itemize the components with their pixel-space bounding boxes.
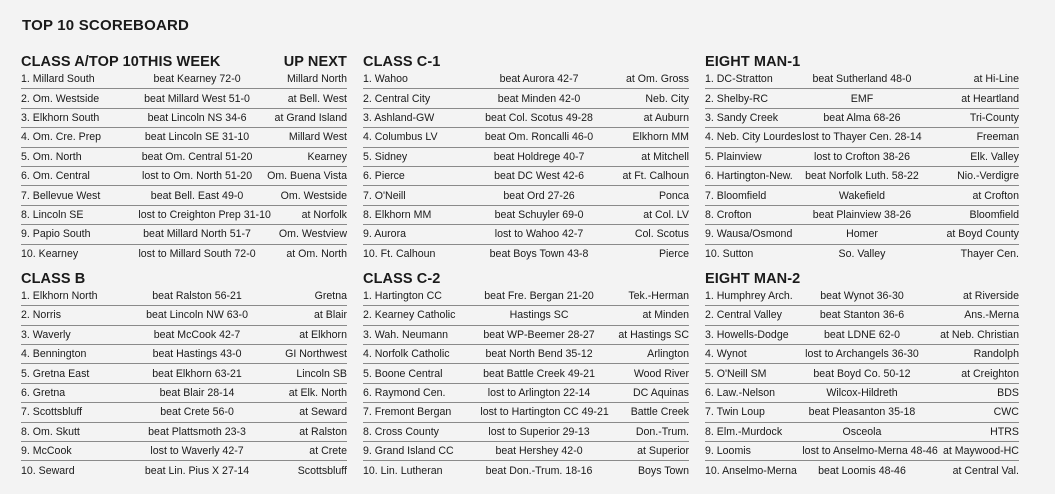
table-row (363, 245, 689, 263)
table-row (21, 128, 347, 147)
next-opponent: at Minden (642, 309, 689, 322)
next-opponent: at Auburn (643, 111, 689, 124)
next-opponent: at Neb. Christian (940, 328, 1019, 341)
team-name: 2. Central City (363, 92, 431, 105)
next-opponent: DC Aquinas (633, 387, 689, 400)
ranking-table-class-c2 (363, 287, 689, 480)
team-name: 9. McCook (21, 445, 72, 458)
table-row (705, 423, 1019, 442)
team-name: 9. Papio South (21, 228, 91, 241)
result-text: beat Blair 28-14 (159, 387, 235, 400)
table-row (21, 364, 347, 383)
table-row (363, 306, 689, 325)
team-name: 2. Kearney Catholic (363, 309, 456, 322)
table-row (705, 109, 1019, 128)
result-text: lost to Archangels 36-30 (805, 348, 919, 361)
table-row (705, 326, 1019, 345)
next-opponent: at Ralston (299, 425, 347, 438)
table-row (21, 306, 347, 325)
page-title: TOP 10 SCOREBOARD (22, 17, 190, 34)
next-opponent: Millard West (288, 131, 347, 144)
next-opponent: Lincoln SB (296, 367, 347, 380)
table-row (705, 384, 1019, 403)
next-opponent: at Om. North (286, 247, 347, 260)
result-text: Homer (846, 228, 878, 241)
section-title: EIGHT MAN-2 (705, 270, 801, 287)
table-row (363, 89, 689, 108)
ranking-table-eight-man-1 (705, 70, 1019, 263)
section-header-class-c2 (363, 268, 689, 287)
table-row (21, 287, 347, 306)
team-name: 3. Elkhorn South (21, 111, 100, 124)
table-row (21, 461, 347, 479)
team-name: 4. Columbus LV (363, 131, 438, 144)
next-opponent: Pierce (658, 247, 689, 260)
result-text: beat Norfolk Luth. 58-22 (805, 170, 919, 183)
table-row (21, 70, 347, 89)
result-text: beat Minden 42-0 (497, 92, 581, 105)
next-opponent: Arlington (647, 348, 689, 361)
next-opponent: Kearney (307, 150, 347, 163)
result-text: beat Millard North 51-7 (143, 228, 251, 241)
team-name: 2. Om. Westside (21, 92, 100, 105)
team-name: 3. Howells-Dodge (705, 328, 789, 341)
team-name: 4. Bennington (21, 348, 87, 361)
team-name: 8. Elm.-Murdock (705, 425, 783, 438)
table-row (705, 225, 1019, 244)
next-opponent: Nio.-Verdigre (957, 170, 1019, 183)
table-row (21, 148, 347, 167)
next-opponent: at Crofton (972, 189, 1019, 202)
team-name: 5. Plainview (705, 150, 762, 163)
table-row (705, 89, 1019, 108)
next-opponent: Om. Westside (280, 189, 347, 202)
next-opponent: Elkhorn MM (632, 131, 689, 144)
section-title: CLASS B (21, 270, 86, 287)
team-name: 5. Om. North (21, 150, 82, 163)
next-opponent: at Mitchell (641, 150, 689, 163)
next-opponent: Boys Town (637, 464, 689, 477)
next-opponent: at Ft. Calhoun (622, 170, 689, 183)
section-header-class-c1 (363, 51, 689, 70)
team-name: 8. Elkhorn MM (363, 208, 432, 221)
table-row (705, 245, 1019, 263)
result-text: beat Lincoln SE 31-10 (144, 131, 250, 144)
next-opponent: Gretna (314, 290, 347, 303)
next-opponent: Wood River (633, 367, 689, 380)
result-text: beat Don.-Trum. 18-16 (485, 464, 593, 477)
table-row (705, 403, 1019, 422)
result-text: beat Hershey 42-0 (495, 445, 583, 458)
result-text: beat Aurora 42-7 (499, 73, 579, 86)
team-name: 3. Waverly (21, 328, 71, 341)
table-row (363, 186, 689, 205)
result-text: beat Boys Town 43-8 (489, 247, 589, 260)
table-row (363, 423, 689, 442)
table-row (363, 70, 689, 89)
table-row (705, 364, 1019, 383)
next-opponent: HTRS (990, 425, 1019, 438)
team-name: 8. Om. Skutt (21, 425, 80, 438)
table-row (21, 167, 347, 186)
next-opponent: at Elkhorn (299, 328, 347, 341)
table-row (705, 128, 1019, 147)
team-name: 10. Ft. Calhoun (363, 247, 436, 260)
next-opponent: at Hastings SC (618, 328, 689, 341)
next-opponent: at Om. Gross (626, 73, 689, 86)
team-name: 7. Scottsbluff (21, 406, 83, 419)
next-opponent: at Seward (299, 406, 347, 419)
result-text: beat Om. Roncalli 46-0 (484, 131, 594, 144)
next-opponent: at Superior (637, 445, 689, 458)
result-text: Wilcox-Hildreth (826, 387, 898, 400)
result-text: beat Wynot 36-30 (820, 290, 904, 303)
team-name: 10. Anselmo-Merna (705, 464, 797, 477)
result-text: lost to Wahoo 42-7 (494, 228, 584, 241)
next-opponent: Tri-County (969, 111, 1019, 124)
next-opponent: Tek.-Herman (628, 290, 689, 303)
team-name: 8. Cross County (363, 425, 439, 438)
result-text: beat Hastings 43-0 (152, 348, 242, 361)
team-name: 7. Twin Loup (705, 406, 765, 419)
team-name: 5. Sidney (363, 150, 408, 163)
result-text: Wakefield (838, 189, 886, 202)
table-row (363, 384, 689, 403)
team-name: 2. Norris (21, 309, 62, 322)
table-row (363, 167, 689, 186)
team-name: 1. Hartington CC (363, 290, 442, 303)
result-text: lost to Anselmo-Merna 48-46 (802, 445, 938, 458)
next-opponent: CWC (993, 406, 1019, 419)
table-row (21, 326, 347, 345)
result-text: beat Plattsmoth 23-3 (148, 425, 246, 438)
team-name: 3. Sandy Creek (705, 111, 779, 124)
next-opponent: Thayer Cen. (960, 247, 1019, 260)
table-row (21, 245, 347, 263)
result-text: beat Schuyler 69-0 (494, 208, 584, 221)
table-row (21, 345, 347, 364)
result-text: lost to Thayer Cen. 28-14 (802, 131, 922, 144)
next-opponent: Ponca (658, 189, 689, 202)
next-opponent: at Riverside (963, 290, 1019, 303)
result-text: beat Bell. East 49-0 (150, 189, 244, 202)
next-opponent: Randolph (973, 348, 1019, 361)
section-title: CLASS C-1 (363, 54, 441, 70)
result-text: beat Pleasanton 35-18 (808, 406, 916, 419)
team-name: 1. Humphrey Arch. (705, 290, 793, 303)
team-name: 4. Neb. City Lourdes (705, 131, 802, 144)
next-opponent: Bloomfield (969, 208, 1019, 221)
section-title: EIGHT MAN-1 (705, 54, 801, 70)
next-opponent: at Bell. West (287, 92, 347, 105)
table-row (363, 287, 689, 306)
section-header-class-a (21, 51, 347, 70)
team-name: 1. Wahoo (363, 73, 408, 86)
team-name: 3. Wah. Neumann (363, 328, 448, 341)
table-row (363, 326, 689, 345)
result-text: lost to Hartington CC 49-21 (480, 406, 609, 419)
team-name: 7. Bloomfield (705, 189, 767, 202)
table-row (363, 109, 689, 128)
team-name: 10. Kearney (21, 247, 79, 260)
table-row (21, 109, 347, 128)
table-row (705, 461, 1019, 479)
next-opponent: at Grand Island (274, 111, 347, 124)
team-name: 6. Pierce (363, 170, 405, 183)
table-row (705, 442, 1019, 461)
table-row (705, 186, 1019, 205)
next-opponent: Don.-Trum. (635, 425, 689, 438)
team-name: 7. Bellevue West (21, 189, 101, 202)
team-name: 5. O'Neill SM (705, 367, 767, 380)
ranking-table-class-b (21, 287, 347, 480)
result-text: beat Plainview 38-26 (812, 208, 912, 221)
next-opponent: at Boyd County (946, 228, 1019, 241)
table-row (705, 306, 1019, 325)
result-text: beat Lincoln NW 63-0 (146, 309, 248, 322)
table-row (363, 148, 689, 167)
result-text: lost to Om. North 51-20 (141, 170, 253, 183)
team-name: 6. Law.-Nelson (705, 387, 776, 400)
team-name: 7. Fremont Bergan (363, 406, 452, 419)
result-text: beat Crete 56-0 (160, 406, 234, 419)
section-title: CLASS C-2 (363, 270, 441, 287)
team-name: 10. Seward (21, 464, 75, 477)
team-name: 10. Lin. Lutheran (363, 464, 443, 477)
team-name: 5. Boone Central (363, 367, 443, 380)
next-opponent: Neb. City (645, 92, 689, 105)
result-text: lost to Crofton 38-26 (813, 150, 910, 163)
next-opponent: at Blair (314, 309, 347, 322)
next-opponent: at Hi-Line (973, 73, 1019, 86)
team-name: 6. Raymond Cen. (363, 387, 446, 400)
team-name: 4. Norfolk Catholic (363, 348, 450, 361)
result-text: beat Boyd Co. 50-12 (813, 367, 911, 380)
next-opponent: at Crete (309, 445, 347, 458)
table-row (705, 345, 1019, 364)
team-name: 3. Ashland-GW (363, 111, 435, 124)
table-row (705, 206, 1019, 225)
next-opponent: at Heartland (961, 92, 1019, 105)
next-opponent: at Creighton (961, 367, 1019, 380)
table-row (705, 70, 1019, 89)
next-opponent: at Central Val. (952, 464, 1019, 477)
result-text: beat McCook 42-7 (153, 328, 241, 341)
result-text: lost to Millard South 72-0 (138, 247, 256, 260)
next-opponent: at Elk. North (288, 387, 347, 400)
team-name: 8. Crofton (705, 208, 752, 221)
result-text: beat Stanton 36-6 (819, 309, 905, 322)
next-opponent: at Col. LV (643, 208, 689, 221)
next-opponent: Elk. Valley (970, 150, 1019, 163)
result-text: Osceola (842, 425, 882, 438)
next-opponent: Om. Westview (278, 228, 347, 241)
result-text: beat DC West 42-6 (494, 170, 584, 183)
team-name: 9. Loomis (705, 445, 751, 458)
result-text: beat Om. Central 51-20 (141, 150, 253, 163)
result-text: beat Millard West 51-0 (144, 92, 250, 105)
result-text: lost to Superior 29-13 (488, 425, 590, 438)
table-row (363, 206, 689, 225)
result-text: Hastings SC (509, 309, 569, 322)
team-name: 9. Wausa/Osmond (705, 228, 793, 241)
result-text: beat Ord 27-26 (503, 189, 575, 202)
next-opponent: at Maywood-HC (943, 445, 1019, 458)
result-text: beat Col. Scotus 49-28 (485, 111, 593, 124)
table-row (21, 423, 347, 442)
ranking-table-class-c1 (363, 70, 689, 263)
team-name: 8. Lincoln SE (21, 208, 84, 221)
table-row (363, 461, 689, 479)
team-name: 5. Gretna East (21, 367, 90, 380)
team-name: 6. Hartington-New. (705, 170, 793, 183)
team-name: 6. Om. Central (21, 170, 90, 183)
next-opponent: Freeman (976, 131, 1019, 144)
result-text: beat North Bend 35-12 (485, 348, 593, 361)
result-text: beat Lincoln NS 34-6 (147, 111, 247, 124)
next-opponent: GI Northwest (285, 348, 347, 361)
table-row (21, 186, 347, 205)
ranking-table-class-a (21, 70, 347, 263)
team-name: 1. Millard South (21, 73, 95, 86)
section-header-eight-man-2 (705, 268, 1019, 287)
next-opponent: Om. Buena Vista (267, 170, 347, 183)
result-text: beat LDNE 62-0 (824, 328, 900, 341)
result-text: lost to Waverly 42-7 (150, 445, 244, 458)
table-row (363, 128, 689, 147)
result-text: beat Alma 68-26 (823, 111, 901, 124)
team-name: 4. Wynot (705, 348, 747, 361)
up-next-label: UP NEXT (283, 54, 347, 70)
table-row (363, 225, 689, 244)
result-text: EMF (850, 92, 874, 105)
result-text: beat Battle Creek 49-21 (483, 367, 595, 380)
next-opponent: Ans.-Merna (964, 309, 1019, 322)
team-name: 4. Om. Cre. Prep (21, 131, 102, 144)
result-text: beat Lin. Pius X 27-14 (144, 464, 250, 477)
result-text: beat Loomis 48-46 (818, 464, 906, 477)
table-row (705, 148, 1019, 167)
table-row (705, 167, 1019, 186)
result-text: lost to Arlington 22-14 (487, 387, 591, 400)
result-text: beat Kearney 72-0 (153, 73, 241, 86)
next-opponent: Battle Creek (630, 406, 689, 419)
table-row (21, 206, 347, 225)
table-row (363, 345, 689, 364)
table-row (363, 442, 689, 461)
table-row (363, 403, 689, 422)
team-name: 7. O'Neill (363, 189, 406, 202)
section-header-class-b (21, 268, 347, 287)
team-name: 10. Sutton (705, 247, 754, 260)
table-row (21, 442, 347, 461)
result-text: So. Valley (838, 247, 886, 260)
result-text: lost to Creighton Prep 31-10 (138, 208, 271, 221)
result-text: beat Elkhorn 63-21 (152, 367, 242, 380)
result-text: beat WP-Beemer 28-27 (483, 328, 595, 341)
section-header-eight-man-1 (705, 51, 1019, 70)
next-opponent: Col. Scotus (634, 228, 689, 241)
result-text: beat Sutherland 48-0 (812, 73, 912, 86)
team-name: 6. Gretna (21, 387, 66, 400)
result-text: beat Ralston 56-21 (152, 290, 242, 303)
team-name: 1. Elkhorn North (21, 290, 98, 303)
team-name: 2. Central Valley (705, 309, 782, 322)
table-row (21, 89, 347, 108)
next-opponent: Millard North (286, 73, 347, 86)
column-class-a-b (21, 51, 347, 480)
next-opponent: Scottsbluff (297, 464, 347, 477)
result-text: beat Fre. Bergan 21-20 (484, 290, 594, 303)
column-eight-man (705, 51, 1019, 480)
ranking-table-eight-man-2 (705, 287, 1019, 480)
table-row (21, 225, 347, 244)
team-name: 2. Shelby-RC (705, 92, 768, 105)
table-row (21, 403, 347, 422)
section-title: CLASS A/TOP 10THIS WEEK (21, 54, 221, 70)
result-text: beat Holdrege 40-7 (493, 150, 585, 163)
table-row (705, 287, 1019, 306)
table-row (363, 364, 689, 383)
next-opponent: BDS (997, 387, 1019, 400)
team-name: 9. Aurora (363, 228, 406, 241)
table-row (21, 384, 347, 403)
team-name: 9. Grand Island CC (363, 445, 454, 458)
column-class-c (363, 51, 689, 480)
team-name: 1. DC-Stratton (705, 73, 773, 86)
next-opponent: at Norfolk (301, 208, 347, 221)
